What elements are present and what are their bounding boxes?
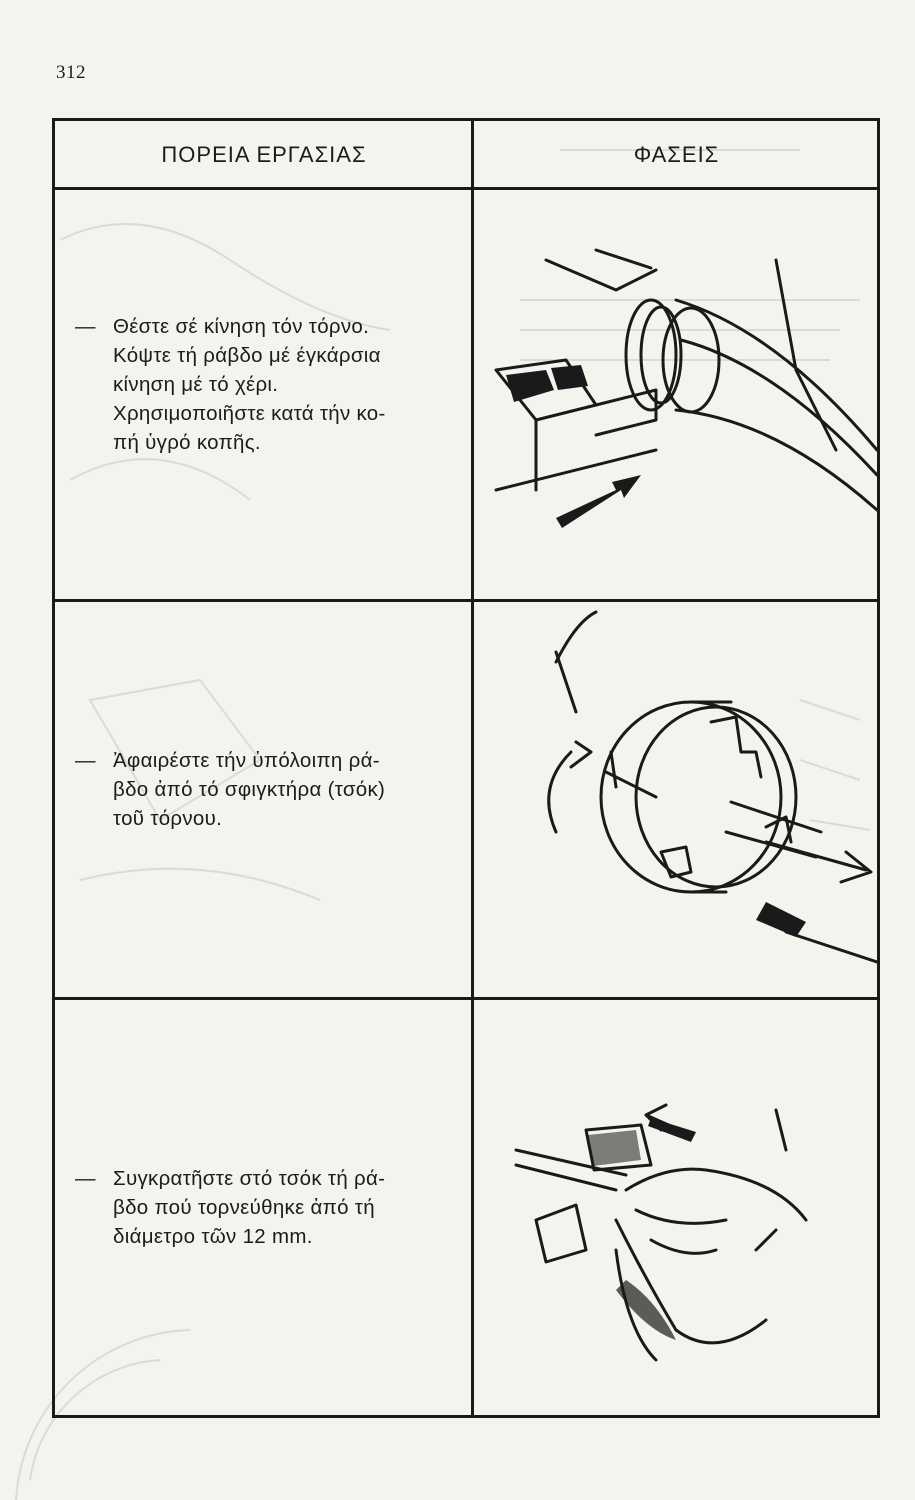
step-line: διάμετρο τῶν 12 mm.	[113, 1225, 313, 1248]
procedure-step	[55, 1000, 473, 1415]
step-text	[75, 746, 458, 833]
procedure-step	[55, 602, 473, 997]
step-text	[75, 312, 458, 457]
step-line: Ἀφαιρέστε τήν ὑπόλοιπη ρά-	[113, 749, 380, 772]
step-line: Χρησιμοποιῆστε κατά τήν κο-	[113, 402, 386, 425]
step-line: βδο ἀπό τό σφιγκτήρα (τσόκ)	[113, 778, 386, 801]
page-number: 312	[56, 62, 86, 83]
step-line: πή ὑγρό κοπῆς.	[113, 431, 261, 454]
step-text	[75, 1164, 458, 1251]
procedure-table	[52, 118, 880, 1418]
hand-clamping-illustration	[476, 1000, 877, 1415]
step-line: Κόψτε τή ράβδο μέ έγκάρσια	[113, 344, 381, 367]
step-line: Θέστε σέ κίνηση τόν τόρνο.	[113, 315, 370, 338]
list-dash: —	[75, 749, 96, 772]
list-dash: —	[75, 1167, 96, 1190]
step-line: Συγκρατῆστε στό τσόκ τή ρά-	[113, 1167, 386, 1190]
step-line: κίνηση μέ τό χέρι.	[113, 373, 279, 396]
procedure-step	[55, 190, 473, 599]
header-work-procedure: ΠΟΡΕΙΑ ΕΡΓΑΣΙΑΣ	[161, 142, 367, 167]
step-line: τοῦ τόρνου.	[113, 807, 223, 830]
header-phases: ΦΑΣΕΙΣ	[633, 142, 720, 167]
turning-bar-cutting-illustration	[476, 190, 877, 599]
list-dash: —	[75, 315, 96, 338]
step-line: βδο πού τορνεύθηκε ἀπό τή	[113, 1196, 375, 1219]
chuck-removal-illustration	[476, 602, 877, 997]
